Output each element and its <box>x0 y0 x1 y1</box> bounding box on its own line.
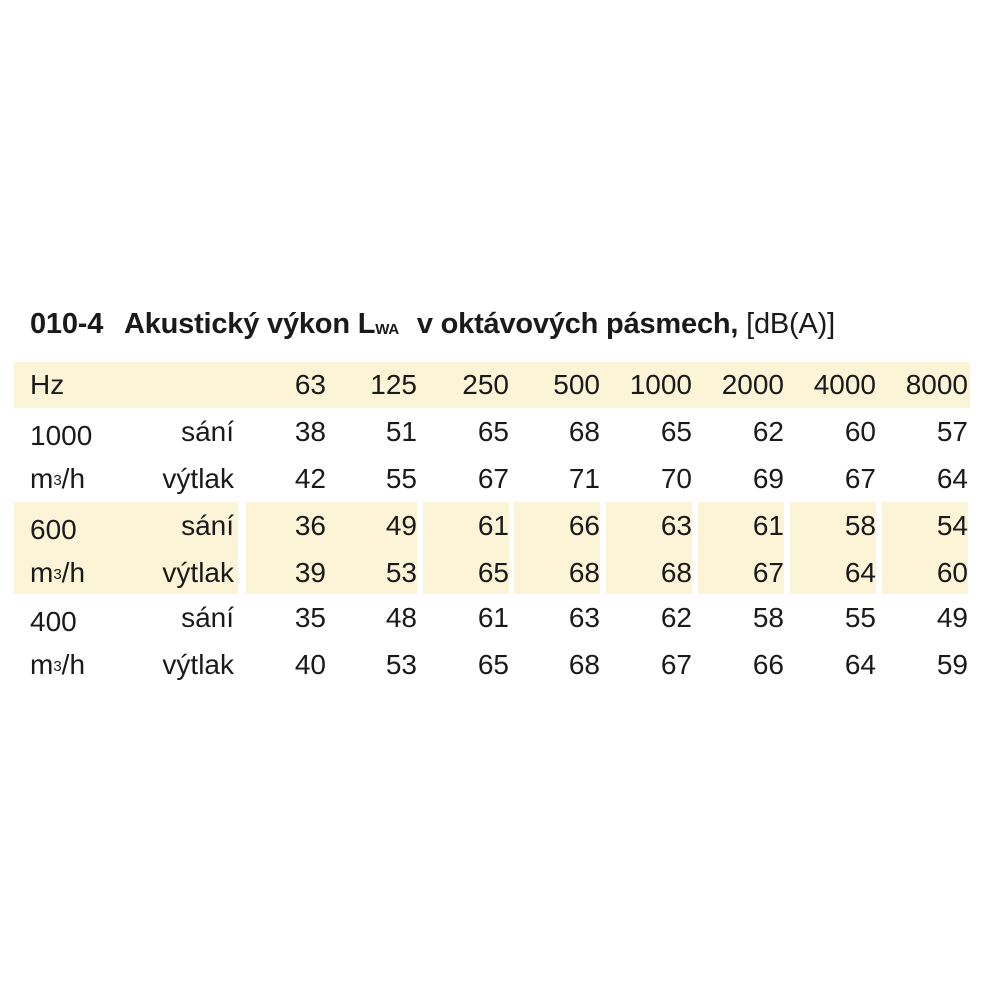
row-kind-label: sání <box>181 602 234 633</box>
table-cell: 68 <box>568 416 600 447</box>
table-cell: 70 <box>660 463 692 494</box>
product-code: 010-4 <box>30 308 104 340</box>
flow-unit-tail: /h <box>61 649 86 680</box>
flow-unit-base: m <box>30 463 54 494</box>
table-cell: 68 <box>568 557 600 588</box>
table-cell: 51 <box>385 416 417 447</box>
flow-unit-tail: /h <box>61 463 86 494</box>
header-frequency: 2000 <box>721 369 784 400</box>
table-cell: 68 <box>568 649 600 680</box>
row-kind-label: výtlak <box>162 649 234 680</box>
table-cell: 68 <box>660 557 692 588</box>
table-cell: 55 <box>844 602 876 633</box>
table-cell: 36 <box>294 510 326 541</box>
table-cell: 67 <box>752 557 784 588</box>
table-cell: 64 <box>844 557 876 588</box>
flow-unit <box>30 557 85 589</box>
table-cell: 58 <box>752 602 784 633</box>
table-title <box>30 308 835 341</box>
table-cell: 61 <box>477 510 509 541</box>
table-cell: 54 <box>936 510 968 541</box>
table-cell: 64 <box>936 463 968 494</box>
table-cell: 40 <box>294 649 326 680</box>
table-cell: 65 <box>477 649 509 680</box>
table-cell: 60 <box>844 416 876 447</box>
table-cell: 67 <box>477 463 509 494</box>
row-kind-label: výtlak <box>162 463 234 494</box>
table-cell: 64 <box>844 649 876 680</box>
table-cell: 60 <box>936 557 968 588</box>
table-cell: 65 <box>477 416 509 447</box>
header-frequency: 250 <box>462 369 509 400</box>
table-cell: 62 <box>752 416 784 447</box>
table-cell: 65 <box>477 557 509 588</box>
table-cell: 59 <box>936 649 968 680</box>
header-hz-label: Hz <box>30 369 65 400</box>
flow-unit-exponent: 3 <box>53 472 62 489</box>
title-subscript: WA <box>375 321 399 338</box>
table-cell: 39 <box>294 557 326 588</box>
table-cell: 71 <box>568 463 600 494</box>
table-cell: 57 <box>936 416 968 447</box>
flow-unit-base: m <box>30 557 54 588</box>
table-cell: 49 <box>936 602 968 633</box>
table-cell: 66 <box>752 649 784 680</box>
table-cell: 67 <box>660 649 692 680</box>
header-frequency: 125 <box>370 369 417 400</box>
table-cell: 53 <box>385 557 417 588</box>
header-frequency: 63 <box>294 369 326 400</box>
row-kind-label: výtlak <box>162 557 234 588</box>
flow-unit-tail: /h <box>61 557 86 588</box>
header-frequency: 4000 <box>813 369 876 400</box>
flow-value: 1000 <box>30 420 93 451</box>
table-cell: 61 <box>477 602 509 633</box>
flow-unit-base: m <box>30 649 54 680</box>
flow-value: 400 <box>30 606 77 637</box>
title-unit: [dB(A)] <box>746 308 835 340</box>
table-cell: 63 <box>568 602 600 633</box>
table-cell: 61 <box>752 510 784 541</box>
table-cell: 48 <box>385 602 417 633</box>
table-cell: 58 <box>844 510 876 541</box>
table-cell: 67 <box>844 463 876 494</box>
table-cell: 35 <box>294 602 326 633</box>
header-frequency: 500 <box>553 369 600 400</box>
flow-unit <box>30 649 85 681</box>
table-cell: 63 <box>660 510 692 541</box>
row-kind-label: sání <box>181 416 234 447</box>
row-kind-label: sání <box>181 510 234 541</box>
table-cell: 55 <box>385 463 417 494</box>
flow-unit <box>30 463 85 495</box>
table-cell: 65 <box>660 416 692 447</box>
table-cell: 38 <box>294 416 326 447</box>
table-cell: 62 <box>660 602 692 633</box>
header-frequency: 8000 <box>905 369 968 400</box>
flow-unit-exponent: 3 <box>53 566 62 583</box>
flow-unit-exponent: 3 <box>53 658 62 675</box>
flow-value: 600 <box>30 514 77 545</box>
table-cell: 66 <box>568 510 600 541</box>
header-frequency: 1000 <box>629 369 692 400</box>
title-rest: v oktávových pásmech, <box>416 308 739 340</box>
table-cell: 69 <box>752 463 784 494</box>
table-cell: 49 <box>385 510 417 541</box>
table-cell: 42 <box>294 463 326 494</box>
table-cell: 53 <box>385 649 417 680</box>
title-main: Akustický výkon L <box>123 308 376 340</box>
